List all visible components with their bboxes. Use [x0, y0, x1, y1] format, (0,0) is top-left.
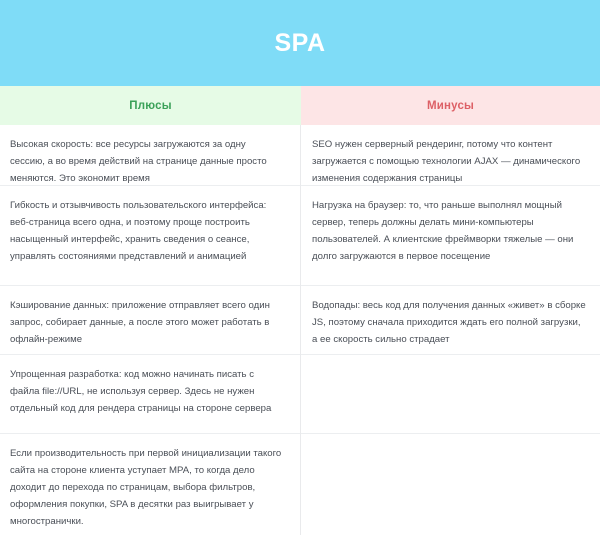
- column-header-pros-label: Плюсы: [129, 99, 172, 112]
- table-cell-pros-1: Высокая скорость: все ресурсы загружаются за одну сессию, а во время действий на странице данные просто меняются. Это экономит время: [0, 125, 300, 186]
- page-title: SPA: [274, 28, 326, 57]
- column-pros: [0, 125, 301, 535]
- column-header-cons: [301, 86, 600, 125]
- table-cell-cons-5: [301, 434, 600, 535]
- table-cell-cons-1: SEO нужен серверный рендеринг, потому что контент загружается с помощью технологии AJAX — динамического изменения содержания страницы: [301, 125, 600, 186]
- table-body: [0, 125, 600, 535]
- table-cell-pros-2: Гибкость и отзывчивость пользовательского интерфейса: веб-страница всего одна, и поэтому проще построить насыщенный интерфейс, хранить сведения о сеансе, управлять состояниями представлений и анимацией: [0, 186, 300, 286]
- column-cons: [301, 125, 600, 535]
- table-cell-cons-2: Нагрузка на браузер: то, что раньше выполнял мощный сервер, теперь должны делать мини-компьютеры пользователей. А клиентские фреймворки тяжелые — они долго загружаются в первое посещение: [301, 186, 600, 286]
- table-cell-cons-4: [301, 355, 600, 434]
- banner: [0, 0, 600, 86]
- table-cell-cons-3: Водопады: весь код для получения данных «живет» в сборке JS, поэтому сначала приходится ждать его полной загрузки, а ее скорость сильно страдает: [301, 286, 600, 355]
- column-header-cons-label: Минусы: [426, 99, 475, 112]
- table-cell-pros-4: Упрощенная разработка: код можно начинать писать с файла file://URL, не используя сервер. Здесь не нужен отдельный код для рендера страницы на стороне сервера: [0, 355, 300, 434]
- table-cell-pros-3: Кэширование данных: приложение отправляет всего один запрос, собирает данные, а после этого может работать в офлайн-режиме: [0, 286, 300, 355]
- column-header-pros: [0, 86, 301, 125]
- table-header-row: [0, 86, 600, 125]
- table-cell-pros-5: Если производительность при первой инициализации такого сайта на стороне клиента уступает MPA, то когда дело доходит до перехода по страницам, выбора фильтров, оформления покупки, SPA в десятки раз выигрывает у многостранички.: [10, 448, 282, 528]
